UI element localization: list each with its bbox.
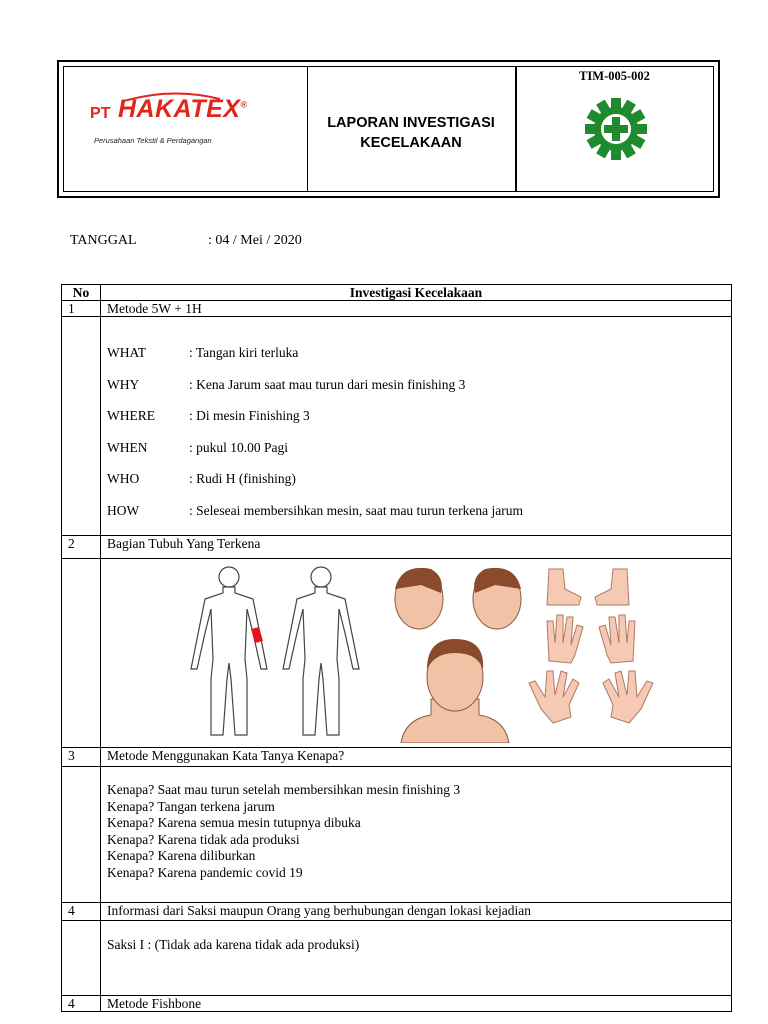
content-row: [62, 921, 732, 996]
5w1h-label: WHO: [107, 471, 140, 486]
5w1h-value: : Rudi H (finishing): [189, 471, 296, 486]
investigation-table: [61, 284, 732, 1012]
5w1h-value: : Seleseai membersihkan mesin, saat mau turun terkena jarum: [189, 502, 524, 518]
date-label: TANGGAL: [70, 233, 137, 248]
company-logo-cell: [64, 67, 308, 191]
5w1h-label: WHERE: [107, 408, 155, 423]
5w1h-value: : Kena Jarum saat mau turun dari mesin finishing 3: [189, 376, 466, 392]
list-item: Kenapa? Karena tidak ada produksi: [107, 831, 300, 847]
body-parts-illustration: [101, 559, 721, 743]
k3-gear-cross-icon: [584, 97, 648, 161]
section-number: 4: [62, 903, 101, 921]
5w1h-value: : Di mesin Finishing 3: [189, 408, 310, 423]
section-row: [62, 903, 732, 921]
document-title: [307, 113, 515, 153]
logo-name: HAKATEX: [118, 95, 241, 123]
section-title: Metode Menggunakan Kata Tanya Kenapa?: [101, 748, 732, 767]
content-row: [62, 767, 732, 903]
injury-highlight: [251, 627, 263, 643]
document-code: TIM-005-002: [579, 69, 650, 83]
5w1h-value: : pukul 10.00 Pagi: [189, 439, 289, 455]
5w1h-label: HOW: [107, 502, 140, 518]
section-title: Metode Fishbone: [101, 996, 732, 1012]
list-item: [107, 377, 725, 409]
feet-icon: [547, 569, 629, 605]
section-number: 1: [62, 301, 101, 317]
content-row: [62, 317, 732, 536]
body-back-icon: [283, 567, 359, 735]
list-item: [107, 503, 725, 521]
section-row: [62, 301, 732, 317]
section-row: [62, 536, 732, 559]
col-header-title: Investigasi Kecelakaan: [101, 285, 732, 301]
logo-tagline: Perusahaan Tekstil & Perdagangan: [94, 136, 212, 145]
document-code-cell: [516, 67, 713, 191]
document-header: [57, 60, 720, 198]
section-title: Metode 5W + 1H: [101, 301, 732, 317]
title-line-1: LAPORAN INVESTIGASI: [327, 115, 495, 131]
section-row: [62, 996, 732, 1012]
section-number: 4: [62, 996, 101, 1012]
date-value: : 04 / Mei / 2020: [208, 233, 302, 248]
logo-registered-mark: ®: [240, 99, 248, 110]
5w1h-value: : Tangan kiri terluka: [189, 345, 299, 360]
hands-palm-icon: [547, 615, 635, 663]
table-header-row: [62, 285, 732, 301]
list-item: Kenapa? Karena pandemic covid 19: [107, 864, 303, 880]
section-title: Bagian Tubuh Yang Terkena: [101, 536, 732, 559]
5w1h-label: WHEN: [107, 439, 148, 455]
content-row: [62, 559, 732, 748]
list-item: Kenapa? Tangan terkena jarum: [107, 798, 275, 814]
head-side-right-icon: [473, 568, 521, 629]
list-item: [107, 440, 725, 472]
head-front-icon: [401, 639, 509, 743]
section-number: 2: [62, 536, 101, 559]
list-item: Kenapa? Karena diliburkan: [107, 848, 256, 864]
list-item: [107, 345, 725, 377]
title-line-2: KECELAKAAN: [360, 135, 462, 151]
section-number: 3: [62, 748, 101, 767]
saksi-text: Saksi I : (Tidak ada karena tidak ada produksi): [101, 921, 732, 996]
section-row: [62, 748, 732, 767]
5w1h-label: WHY: [107, 376, 140, 392]
body-parts-figure-cell: [101, 559, 732, 748]
list-item: [107, 471, 725, 503]
document-title-cell: [307, 67, 517, 191]
list-item: Kenapa? Saat mau turun setelah membersihkan mesin finishing 3: [107, 782, 461, 797]
col-header-no: No: [62, 285, 101, 301]
kenapa-list: [101, 767, 732, 903]
section-title: Informasi dari Saksi maupun Orang yang berhubungan dengan lokasi kejadian: [101, 903, 732, 921]
hands-back-icon: [529, 671, 653, 723]
list-item: [107, 408, 725, 440]
list-item: Kenapa? Karena semua mesin tutupnya dibuka: [107, 815, 361, 831]
5w1h-label: WHAT: [107, 345, 146, 360]
5w1h-list: [101, 317, 732, 536]
head-side-left-icon: [395, 568, 443, 629]
logo-prefix: PT: [90, 105, 111, 122]
body-front-icon: [191, 567, 267, 735]
